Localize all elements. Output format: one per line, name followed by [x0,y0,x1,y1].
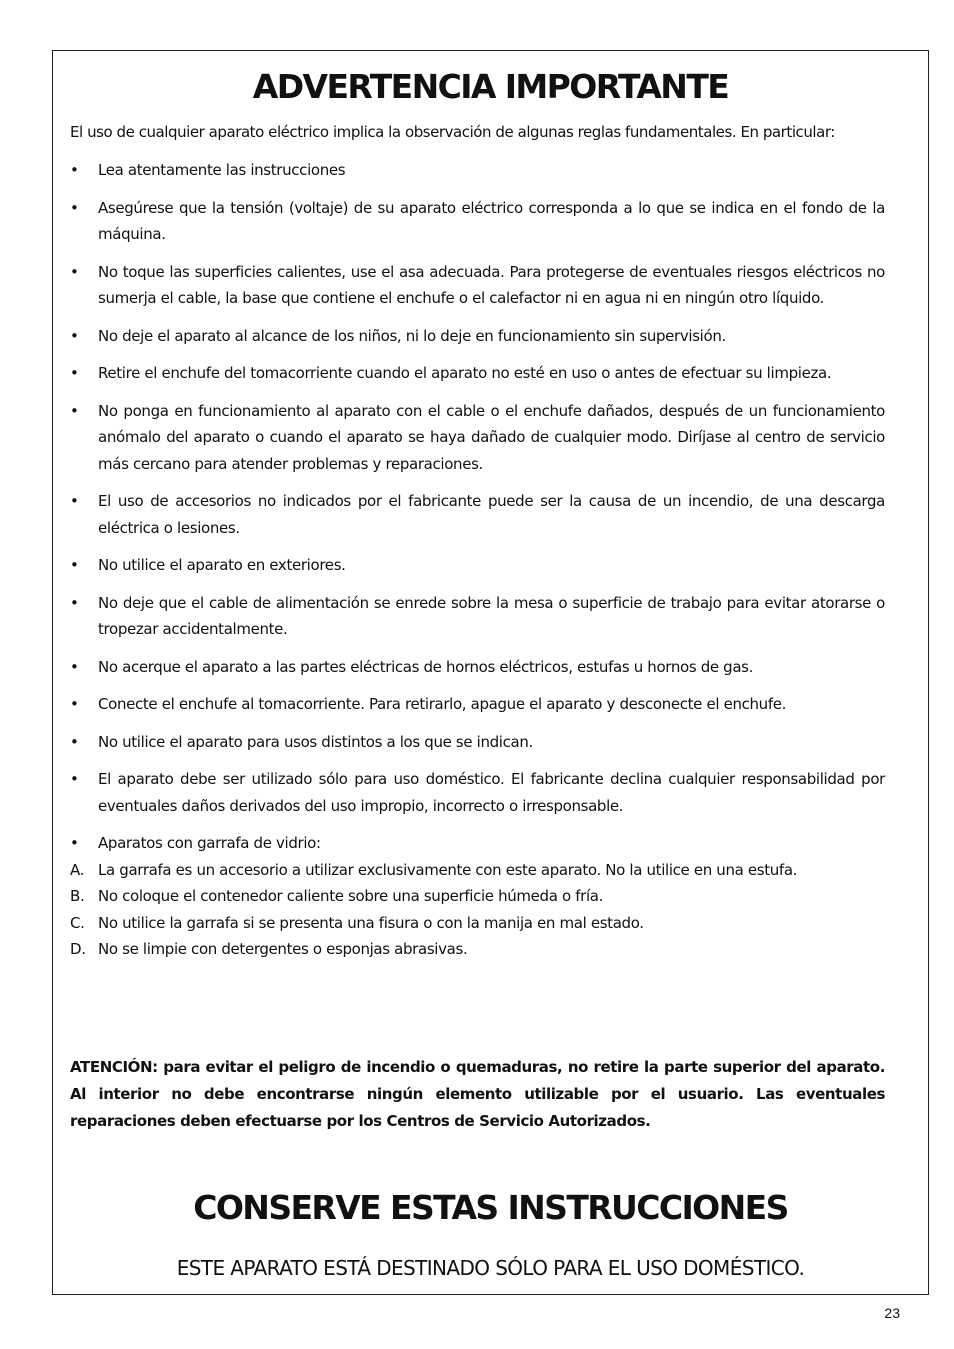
bullet-icon: • [70,657,79,676]
list-item-text: Lea atentamente las instrucciones [98,161,346,179]
list-item [70,552,885,579]
bullet-icon: • [70,262,79,281]
list-item-text: No deje el aparato al alcance de los niños, ni lo deje en funcionamiento sin supervisión. [98,326,726,345]
bullet-icon: • [70,364,79,382]
sub-item-text: No coloque el contenedor caliente sobre una superficie húmeda o fría. [98,887,604,905]
sub-item-text: No utilice la garrafa si se presenta una fisura o con la manija en mal estado. [98,913,644,932]
bullet-icon: • [70,732,79,751]
bullet-icon: • [70,770,79,788]
list-item-text: No acerque el aparato a las partes eléctricas de hornos eléctricos, estufas u hornos de gas. [98,657,754,676]
sub-item-text: La garrafa es un accesorio a utilizar exclusivamente con este aparato. No la utilice en una estufa. [98,860,798,879]
list-item-text: No deje que el cable de alimentación se enrede sobre la mesa o superficie de trabajo para evitar atorarse o tropezar accidentalmente. [98,593,885,638]
list-item-text: No utilice el aparato para usos distintos a los que se indican. [98,732,533,751]
sub-list-item [70,910,885,937]
bullet-icon: • [70,326,79,345]
sub-list-item [70,883,885,910]
warning-paragraph: ATENCIÓN: para evitar el peligro de incendio o quemaduras, no retire la parte superior del aparato. Al interior no debe encontrarse ningún elemento utilizable por el usuario. Las eventuales reparaciones deben efectuarse por los Centros de Servicio Autorizados. [70,1058,885,1130]
bullet-icon: • [70,161,79,179]
list-item-text: No toque las superficies calientes, use el asa adecuada. Para protegerse de eventuales riesgos eléctricos no sumerja el cable, la base que contiene el enchufe o el calefactor ni en agua ni en ningún otro líquido. [98,262,885,307]
bullet-icon: • [70,401,79,420]
bullet-icon: • [70,695,79,713]
domestic-use-note: ESTE APARATO ESTÁ DESTINADO SÓLO PARA EL USO DOMÉSTICO. [176,1256,805,1280]
sub-list-item [70,936,885,963]
glass-carafe-heading [70,830,885,857]
sub-item-letter: A. [70,860,85,879]
list-item [70,323,885,350]
safety-list [70,157,885,963]
sub-item-text: No se limpie con detergentes o esponjas abrasivas. [98,940,468,958]
list-item-text: Conecte el enchufe al tomacorriente. Para retirarlo, apague el aparato y desconecte el enchufe. [98,695,787,713]
list-item [70,259,885,312]
list-item [70,488,885,541]
list-item-text: Retire el enchufe del tomacorriente cuando el aparato no esté en uso o antes de efectuar su limpieza. [98,364,832,382]
page-number: 23 [884,1305,900,1321]
list-item-text: No utilice el aparato en exteriores. [98,556,346,574]
list-item [70,729,885,756]
list-item [70,360,885,387]
bullet-icon: • [70,556,79,574]
list-item [70,590,885,643]
list-item-glass-carafe [70,830,885,963]
list-item [70,691,885,718]
list-item [70,157,885,184]
list-item [70,195,885,248]
list-item [70,766,885,819]
list-item-text: No ponga en funcionamiento al aparato con el cable o el enchufe dañados, después de un funcionamiento anómalo del aparato o cuando el aparato se haya dañado de cualquier modo. Diríjase al centro de servicio más cercano para atender problemas y reparaciones. [98,401,885,473]
bullet-icon: • [70,834,79,852]
sub-item-letter: D. [70,940,86,958]
page-title: ADVERTENCIA IMPORTANTE [252,67,729,106]
sub-item-letter: B. [70,887,85,905]
list-item-text: El aparato debe ser utilizado sólo para uso doméstico. El fabricante declina cualquier responsabilidad por eventuales daños derivados del uso impropio, incorrecto o irresponsable. [98,770,885,815]
list-item-text: El uso de accesorios no indicados por el fabricante puede ser la causa de un incendio, de una descarga eléctrica o lesiones. [98,492,885,537]
bullet-icon: • [70,492,79,510]
intro-text: El uso de cualquier aparato eléctrico implica la observación de algunas reglas fundamentales. En particular: [70,123,835,141]
bullet-icon: • [70,593,79,612]
bullet-icon: • [70,198,79,217]
list-item [70,398,885,478]
glass-carafe-label: Aparatos con garrafa de vidrio: [98,834,321,852]
warning-frame [52,50,929,1295]
conserve-title: CONSERVE ESTAS INSTRUCCIONES [193,1188,788,1227]
sub-item-letter: C. [70,913,85,932]
list-item-text: Asegúrese que la tensión (voltaje) de su aparato eléctrico corresponda a lo que se indica en el fondo de la máquina. [98,198,885,243]
glass-carafe-sublist [70,857,885,963]
sub-list-item [70,857,885,884]
list-item [70,654,885,681]
